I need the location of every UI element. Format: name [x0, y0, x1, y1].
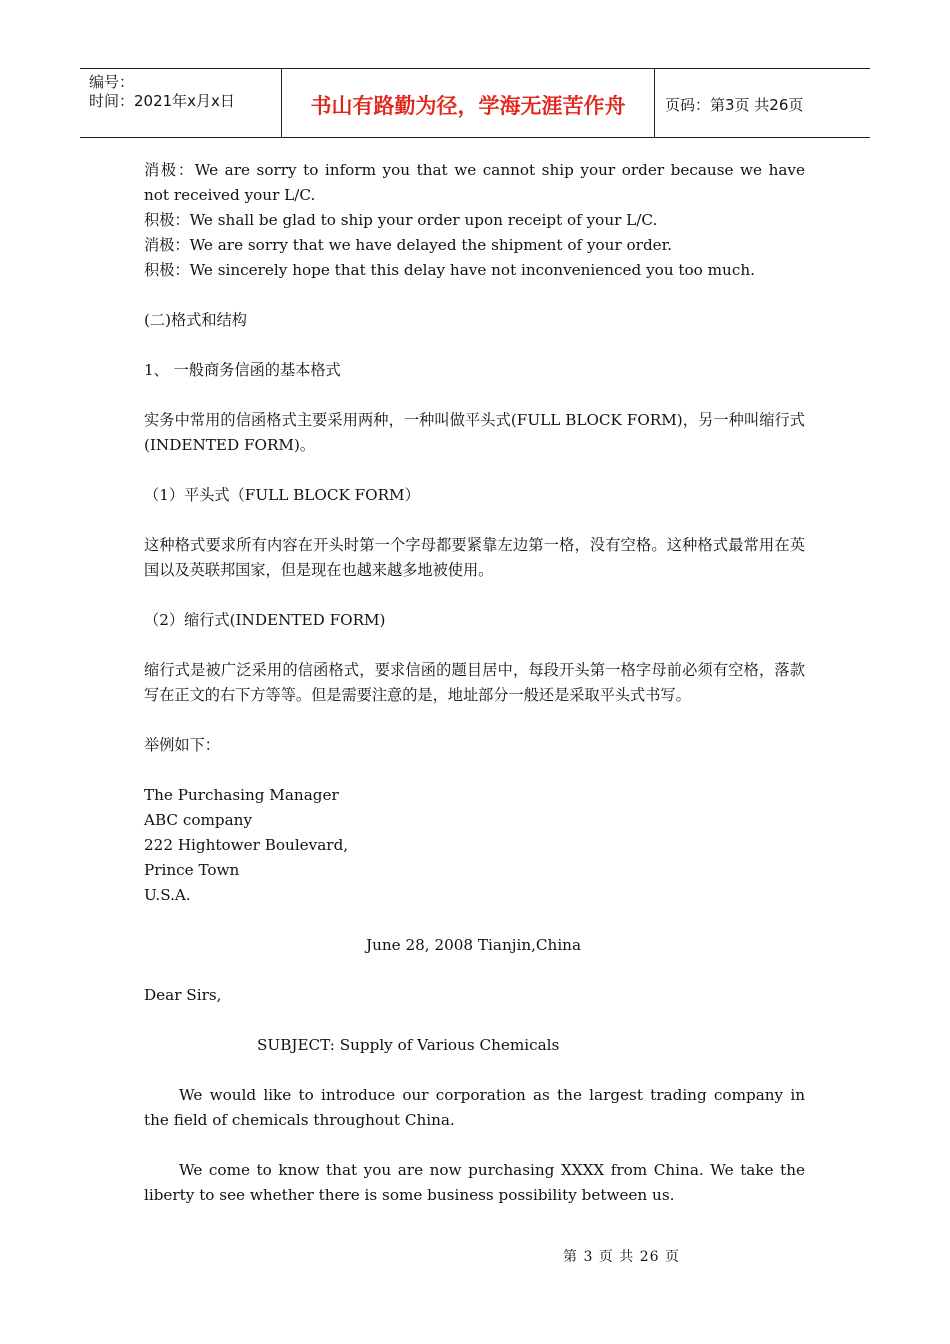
page-header [80, 68, 870, 138]
address-line: The Purchasing Manager [144, 786, 339, 804]
address-line: U.S.A. [144, 886, 191, 904]
letter-address-block [144, 783, 805, 908]
format-intro-paragraph: 实务中常用的信函格式主要采用两种，一种叫做平头式(FULL BLOCK FORM)，另一种叫缩行式(INDENTED FORM)。 [144, 411, 805, 454]
address-line: 222 Hightower Boulevard, [144, 836, 349, 854]
letter-paragraph-2: We come to know that you are now purchasing XXXX from China. We take the liberty to see whether there is some business possibility between us. [144, 1161, 805, 1204]
header-motto-cell [281, 69, 655, 137]
footer-page-number: 第 3 页 共 26 页 [563, 1249, 680, 1265]
body-line-positive-1: 积极：We shall be glad to ship your order upon receipt of your L/C. [144, 211, 658, 229]
letter-salutation: Dear Sirs, [144, 986, 222, 1004]
full-block-paragraph: 这种格式要求所有内容在开头时第一个字母都要紧靠左边第一格，没有空格。这种格式最常用在英国以及英联邦国家，但是现在也越来越多地被使用。 [144, 536, 805, 579]
document-body [144, 158, 805, 1208]
example-intro: 举例如下： [144, 736, 220, 754]
serial-label: 编号： [89, 73, 135, 91]
body-line-negative-2: 消极：We are sorry that we have delayed the shipment of your order. [144, 236, 673, 254]
address-line: Prince Town [144, 861, 240, 879]
header-motto: 书山有路勤为径，学海无涯苦作舟 [310, 94, 626, 118]
header-page-info: 页码：第3页 共26页 [665, 96, 804, 114]
letter-subject: SUBJECT: Supply of Various Chemicals [257, 1036, 560, 1054]
letter-paragraph-1: We would like to introduce our corporation as the largest trading company in the field of chemicals throughout China. [144, 1086, 805, 1129]
body-line-negative-1: 消极：We are sorry to inform you that we cannot ship your order because we have not received your L/C. [144, 161, 805, 204]
header-meta [80, 69, 280, 137]
address-line: ABC company [144, 811, 253, 829]
section-heading: (二)格式和结构 [144, 311, 247, 329]
header-page-cell [655, 69, 870, 137]
indented-paragraph: 缩行式是被广泛采用的信函格式，要求信函的题目居中，每段开头第一格字母前必须有空格，落款写在正文的右下方等等。但是需要注意的是，地址部分一般还是采取平头式书写。 [144, 661, 805, 704]
full-block-heading: （1）平头式（FULL BLOCK FORM） [144, 486, 420, 504]
time-label: 时间：2021年x月x日 [89, 92, 235, 110]
subsection-heading: 1、 一般商务信函的基本格式 [144, 361, 341, 379]
body-line-positive-2: 积极：We sincerely hope that this delay have not inconvenienced you too much. [144, 261, 755, 279]
indented-heading: （2）缩行式(INDENTED FORM) [144, 611, 386, 629]
letter-date: June 28, 2008 Tianjin,China [366, 936, 582, 954]
